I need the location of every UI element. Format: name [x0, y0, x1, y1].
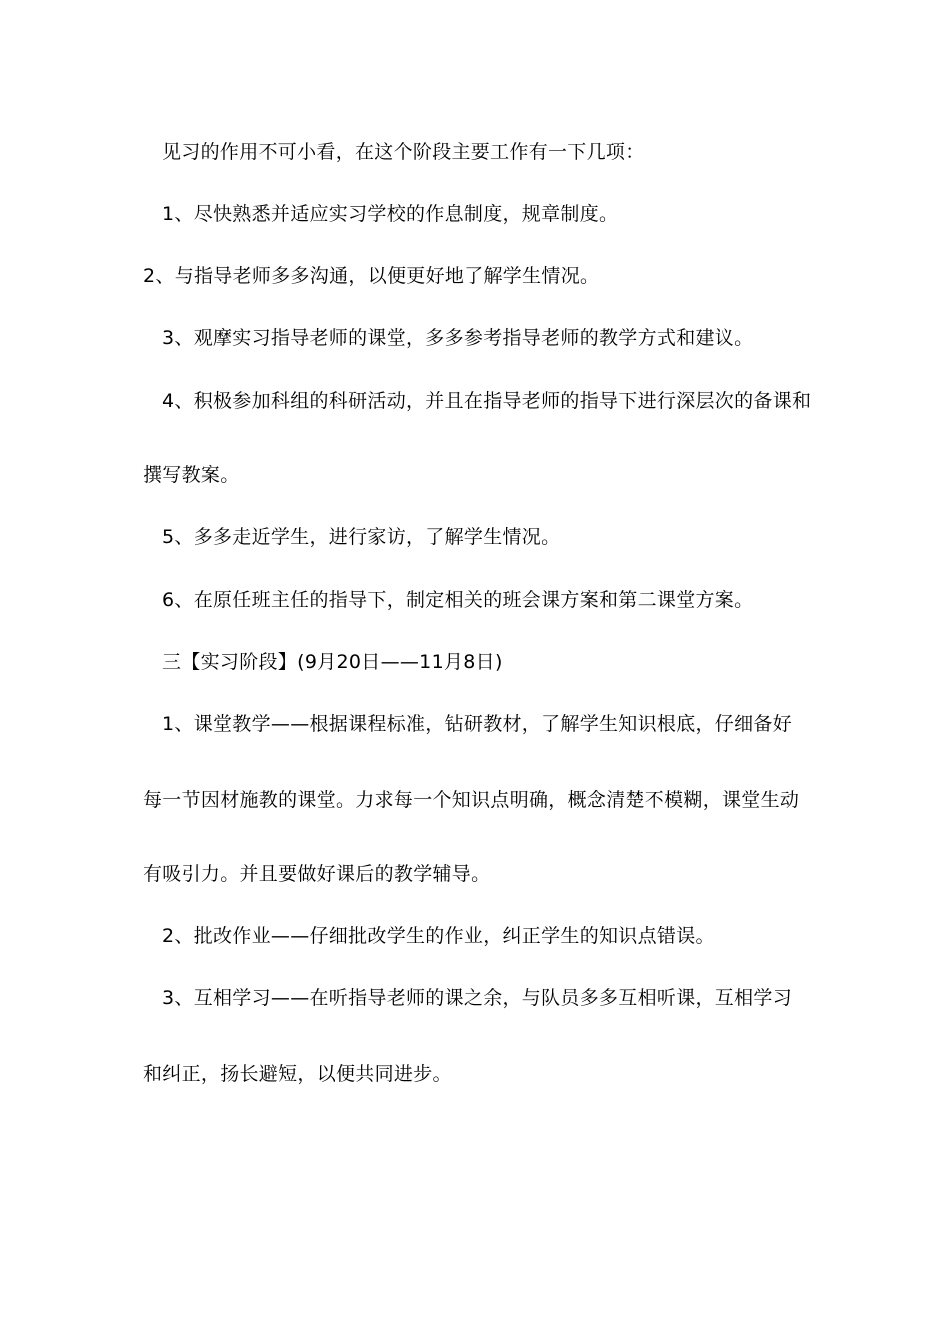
paragraph-intro: 见习的作用不可小看，在这个阶段主要工作有一下几项： [162, 141, 645, 163]
list-item-3: 3、观摩实习指导老师的课堂，多多参考指导老师的教学方式和建议。 [162, 327, 754, 349]
list-item-4-line-1: 4、积极参加科组的科研活动，并且在指导老师的指导下进行深层次的备课和 [162, 390, 812, 412]
stage-item-1-line-3: 有吸引力。并且要做好课后的教学辅导。 [143, 863, 491, 885]
list-item-2: 2、与指导老师多多沟通，以便更好地了解学生情况。 [143, 265, 600, 287]
list-item-1: 1、尽快熟悉并适应实习学校的作息制度，规章制度。 [162, 203, 619, 225]
stage-item-1-line-2: 每一节因材施教的课堂。力求每一个知识点明确，概念清楚不模糊，课堂生动 [143, 789, 800, 811]
list-item-5: 5、多多走近学生，进行家访，了解学生情况。 [162, 526, 561, 548]
stage-item-1-line-1: 1、课堂教学——根据课程标准，钻研教材，了解学生知识根底，仔细备好 [162, 713, 792, 735]
section-heading-internship-stage: 三【实习阶段】(9月20日——11月8日) [162, 651, 503, 673]
stage-item-2: 2、批改作业——仔细批改学生的作业，纠正学生的知识点错误。 [162, 925, 715, 947]
list-item-6: 6、在原任班主任的指导下，制定相关的班会课方案和第二课堂方案。 [162, 589, 754, 611]
stage-item-3-line-2: 和纠正，扬长避短，以便共同进步。 [143, 1063, 452, 1085]
stage-item-3-line-1: 3、互相学习——在听指导老师的课之余，与队员多多互相听课，互相学习 [162, 987, 792, 1009]
list-item-4-line-2: 撰写教案。 [143, 464, 240, 486]
